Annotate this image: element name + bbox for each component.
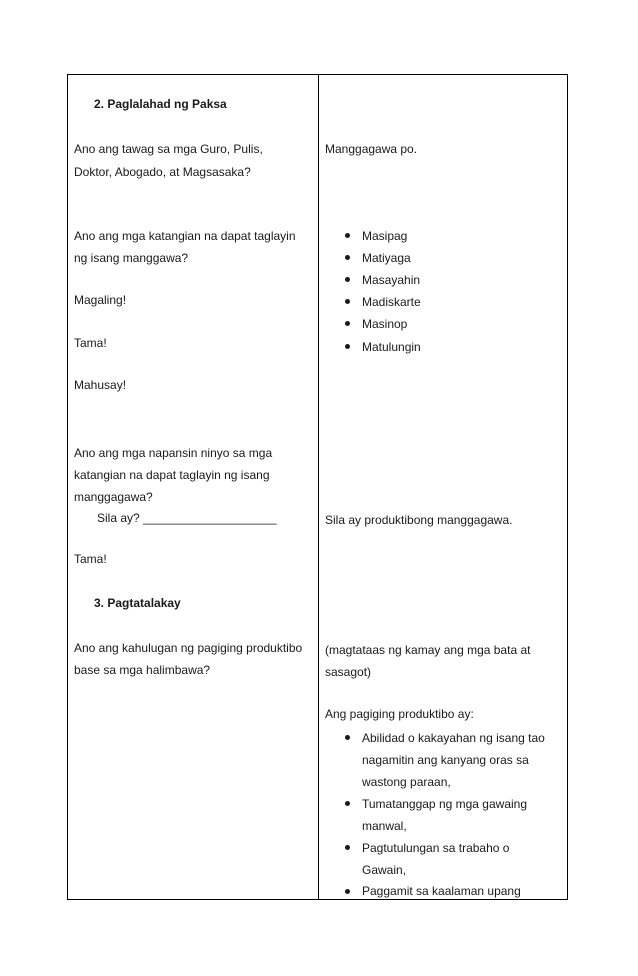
- definition-1-line-2: nagamitin ang kanyang oras sa: [362, 753, 529, 767]
- bullet-icon: [345, 845, 350, 850]
- question-1-line-2: Doktor, Abogado, at Magsasaka?: [74, 165, 251, 179]
- question-1-line-1: Ano ang tawag sa mga Guro, Pulis,: [74, 142, 263, 156]
- trait-item: Matulungin: [362, 340, 421, 354]
- answer-4-line-2: sasagot): [325, 665, 372, 679]
- question-3-line-1: Ano ang mga napansin ninyo sa mga: [74, 446, 273, 460]
- bullet-icon: [345, 801, 350, 806]
- answer-3: Sila ay produktibong manggagawa.: [325, 513, 513, 527]
- question-2-line-2: ng isang manggawa?: [74, 251, 189, 265]
- section-2-heading: 2. Paglalahad ng Paksa: [94, 97, 227, 111]
- question-3-line-3: manggagawa?: [74, 490, 153, 504]
- trait-item: Matiyaga: [362, 251, 411, 265]
- bullet-icon: [345, 344, 350, 349]
- trait-item: Masipag: [362, 229, 408, 243]
- question-3-line-2: katangian na dapat taglayin ng isang: [74, 468, 270, 482]
- praise-mahusay: Mahusay!: [74, 378, 127, 392]
- definition-intro: Ang pagiging produktibo ay:: [325, 707, 474, 721]
- trait-item: Masayahin: [362, 273, 421, 287]
- question-4-line-2: base sa mga halimbawa?: [74, 663, 211, 677]
- answer-1: Manggagawa po.: [325, 142, 418, 156]
- definition-2-line-2: manwal,: [362, 819, 407, 833]
- bullet-icon: [345, 889, 350, 894]
- definition-3-line-2: Gawain,: [362, 863, 407, 877]
- question-2-line-1: Ano ang mga katangian na dapat taglayin: [74, 229, 296, 243]
- question-3-blank: Sila ay? ____________________: [97, 511, 277, 525]
- bullet-icon: [345, 299, 350, 304]
- trait-item: Masinop: [362, 317, 408, 331]
- definition-2-line-1: Tumatanggap ng mga gawaing: [362, 797, 527, 811]
- column-divider: [318, 74, 319, 900]
- bullet-icon: [345, 321, 350, 326]
- bullet-icon: [345, 233, 350, 238]
- definition-4-line-1: Paggamit sa kaalaman upang: [362, 884, 521, 898]
- praise-tama-1: Tama!: [74, 336, 107, 350]
- section-3-heading: 3. Pagtatalakay: [94, 596, 181, 610]
- definition-3-line-1: Pagtutulungan sa trabaho o: [362, 841, 510, 855]
- definition-1-line-1: Abilidad o kakayahan ng isang tao: [362, 731, 545, 745]
- bullet-icon: [345, 277, 350, 282]
- praise-magaling: Magaling!: [74, 293, 127, 307]
- trait-item: Madiskarte: [362, 295, 421, 309]
- bullet-icon: [345, 255, 350, 260]
- bullet-icon: [345, 735, 350, 740]
- question-4-line-1: Ano ang kahulugan ng pagiging produktibo: [74, 641, 303, 655]
- answer-4-line-1: (magtataas ng kamay ang mga bata at: [325, 643, 531, 657]
- praise-tama-2: Tama!: [74, 552, 107, 566]
- definition-1-line-3: wastong paraan,: [362, 775, 451, 789]
